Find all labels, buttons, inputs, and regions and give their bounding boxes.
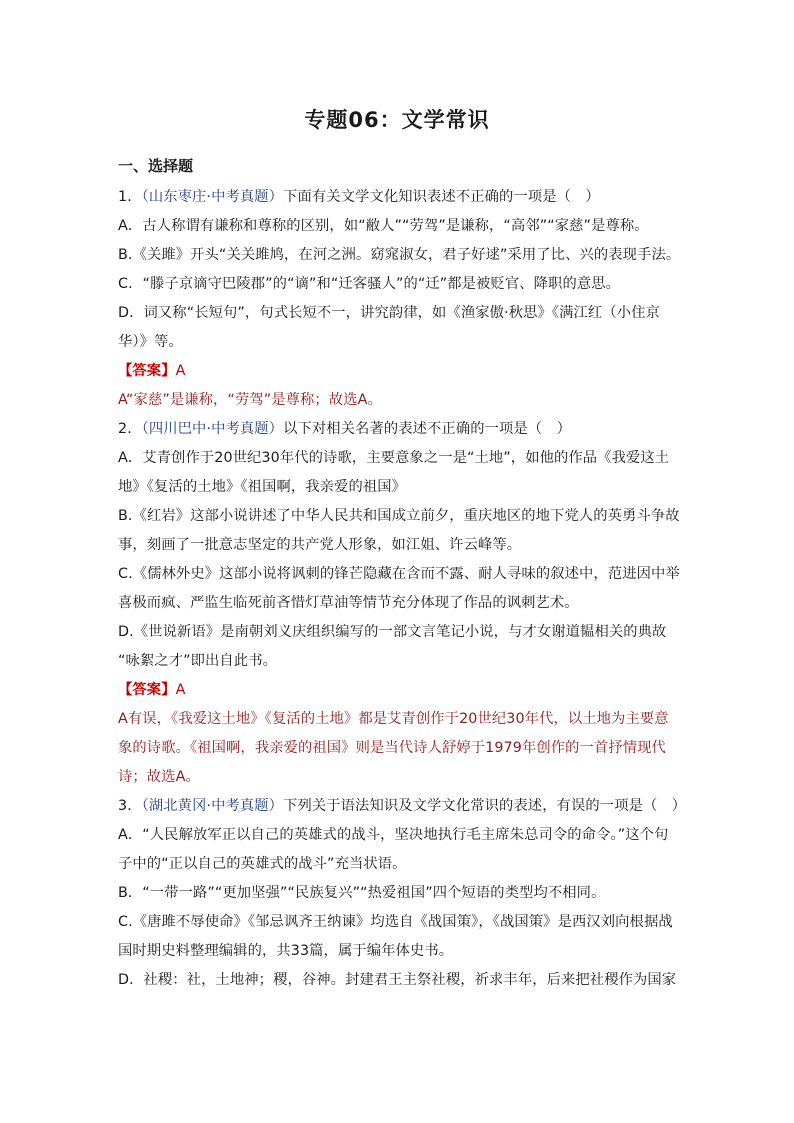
question-1-stem [118,187,678,207]
question-2-stem [118,419,678,439]
option-c: C.《儒林外史》这部小说将讽刺的锋芒隐藏在含而不露、耐人寻味的叙述中，范进因中举 [118,566,680,582]
answer-value: A [175,682,186,698]
explanation-line-2: 象的诗歌。《祖国啊，我亲爱的祖国》则是当代诗人舒婷于1979年创作的一首抒情现代 [118,740,666,756]
option-c: C.《唐雎不辱使命》《邹忌讽齐王纳谏》均选自《战国策》，《战国策》是西汉刘向根据战 [118,914,673,930]
page-title: 专题06：文学常识 [304,108,490,132]
answer-value: A [175,363,186,379]
option-b: B.《红岩》这部小说讲述了中华人民共和国成立前夕，重庆地区的地下党人的英勇斗争故 [118,508,680,524]
question-3-stem [118,796,687,816]
option-c-continued: 喜极而疯、严监生临死前吝惜灯草油等情节充分体现了作品的讽刺艺术。 [118,595,579,611]
question-source: （山东枣庄·中考真题） [141,189,284,205]
option-b: B．“一带一路”“更加坚强”“民族复兴”“热爱祖国”四个短语的类型均不相同。 [118,885,606,901]
option-d-continued: “咏絮之才”即出自此书。 [118,653,277,669]
option-a: A．艾青创作于20世纪30年代的诗歌，主要意象之一是“土地”，如他的作品《我爱这土 [118,450,670,466]
option-b-continued: 事，刻画了一批意志坚定的共产党人形象，如江姐、许云峰等。 [118,537,522,553]
question-source: （湖北黄冈·中考真题） [141,798,284,814]
question-number: 2． [118,421,142,437]
option-c-continued: 国时期史料整理编辑的，共33篇，属于编年体史书。 [118,943,454,959]
answer-label: 【答案】 [118,363,176,379]
explanation: A“家慈”是谦称，“劳驾”是尊称；故选A。 [118,392,382,408]
explanation-line-1: A有误，《我爱这土地》《复活的土地》都是艾青创作于20世纪30年代，以土地为主要意 [118,711,669,727]
section-heading: 一、选择题 [118,157,194,175]
answer-line [118,680,678,700]
option-d: D．词又称“长短句”，句式长短不一，讲究韵律，如《渔家傲·秋思》《满江红（小住京 [118,305,660,321]
option-a-continued: 子中的“正以自己的英雄式的战斗”充当状语。 [118,856,407,872]
question-text: 以下对相关名著的表述不正确的一项是（ ） [283,421,571,437]
option-a: A．“人民解放军正以自己的英雄式的战斗，坚决地执行毛主席朱总司令的命令。”这个句 [118,827,669,843]
answer-line [118,361,678,381]
question-text: 下面有关文学文化知识表述不正确的一项是（ ） [283,189,600,205]
option-a-continued: 地》《复活的土地》《祖国啊，我亲爱的祖国》 [118,479,407,495]
explanation-line-3: 诗；故选A。 [118,769,200,785]
option-b: B.《关雎》开头“关关雎鸠，在河之洲。窈窕淑女，君子好逑”采用了比、兴的表现手法。 [118,247,681,263]
option-d-continued: 华）》等。 [118,334,183,350]
option-d: D.《世说新语》是南朝刘义庆组织编写的一部文言笔记小说，与才女谢道韫相关的典故 [118,624,667,640]
answer-label: 【答案】 [118,682,176,698]
option-c: C．“滕子京谪守巴陵郡”的“谪”和“迁客骚人”的“迁”都是被贬官、降职的意思。 [118,276,621,292]
question-text: 下列关于语法知识及文学文化常识的表述，有误的一项是（ ） [283,798,687,814]
option-a: A．古人称谓有谦称和尊称的区别，如“敝人”“劳驾”是谦称，“高邻”“家慈”是尊称。 [118,218,649,234]
option-d: D．社稷：社，土地神；稷，谷神。封建君王主祭社稷，祈求丰年，后来把社稷作为国家 [118,972,677,988]
question-number: 3． [118,798,142,814]
question-list [118,187,687,999]
question-source: （四川巴中·中考真题） [141,421,284,437]
question-number: 1． [118,189,142,205]
